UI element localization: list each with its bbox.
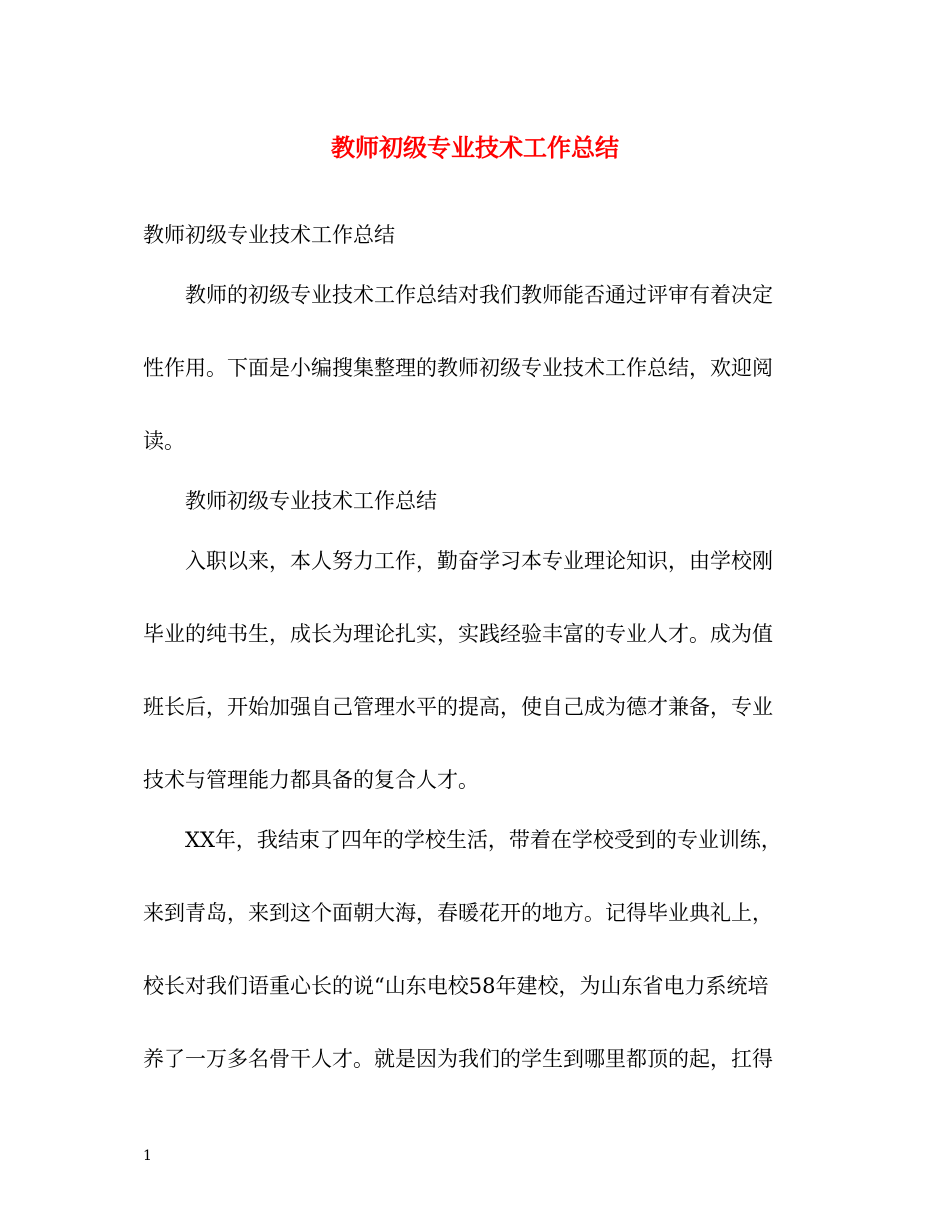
paragraph-line: 班长后，开始加强自己管理水平的提高，使自己成为德才兼备，专业: [143, 695, 773, 719]
paragraph-line: 养了一万多名骨干人才。就是因为我们的学生到哪里都顶的起，扛得: [143, 1047, 773, 1071]
paragraph-line: 读。: [143, 429, 185, 453]
page-number: 1: [143, 1148, 152, 1164]
paragraph-line: 毕业的纯书生，成长为理论扎实，实践经验丰富的专业人才。成为值: [143, 622, 773, 646]
document-title: 教师初级专业技术工作总结: [331, 133, 619, 162]
paragraph-line: 教师的初级专业技术工作总结对我们教师能否通过评审有着决定: [185, 283, 773, 307]
paragraph-line: XX年，我结束了四年的学校生活，带着在学校受到的专业训练，: [185, 828, 782, 852]
paragraph-line: 校长对我们语重心长的说“山东电校58年建校，为山东省电力系统培: [143, 974, 769, 998]
paragraph-line: 技术与管理能力都具备的复合人才。: [143, 768, 479, 792]
paragraph-line: 来到青岛，来到这个面朝大海，春暖花开的地方。记得毕业典礼上，: [143, 901, 773, 925]
paragraph-heading-line: 教师初级专业技术工作总结: [143, 223, 395, 247]
paragraph-line: 入职以来，本人努力工作，勤奋学习本专业理论知识，由学校刚: [185, 549, 773, 573]
section-heading-line: 教师初级专业技术工作总结: [185, 489, 437, 513]
paragraph-line: 性作用。下面是小编搜集整理的教师初级专业技术工作总结，欢迎阅: [143, 356, 773, 380]
